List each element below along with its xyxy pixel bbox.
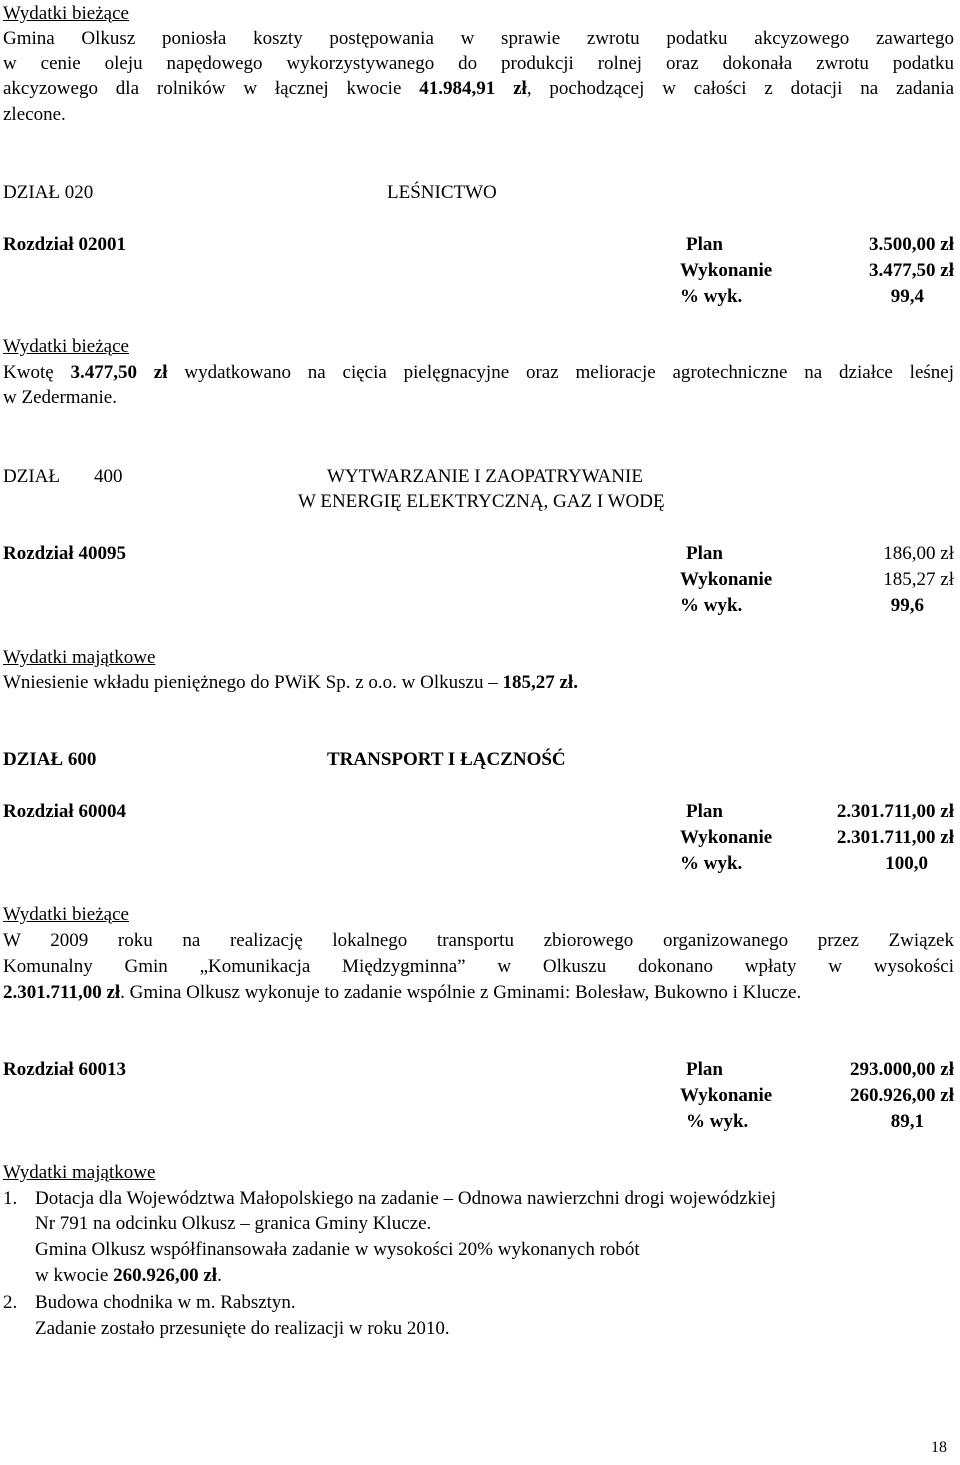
pct-wyk-label: % wyk. bbox=[680, 286, 743, 307]
dzial-label: DZIAŁ bbox=[3, 466, 60, 487]
dzial-label: DZIAŁ 020 bbox=[3, 182, 94, 203]
pct-wyk-label: % wyk. bbox=[680, 595, 743, 616]
paragraph-line: 2.301.711,00 zł. Gmina Olkusz wykonuje to zadanie wspólnie z Gminami: Bolesław, Bukowno i Klucze. bbox=[3, 982, 802, 1003]
wydatki-majatkowe-heading: Wydatki majątkowe bbox=[3, 647, 156, 668]
paragraph-line: w cenie oleju napędowego wykorzystywanego do produkcji rolnej oraz dokonała zwrotu podatku bbox=[3, 53, 954, 74]
paragraph-line: Wniesienie wkładu pieniężnego do PWiK Sp. z o.o. w Olkuszu – 185,27 zł. bbox=[3, 672, 578, 693]
dzial-title: LEŚNICTWO bbox=[387, 182, 497, 203]
pct-wyk-value: 89,1 bbox=[890, 1111, 924, 1132]
list-item-text: Budowa chodnika w m. Rabsztyn. bbox=[35, 1292, 296, 1313]
dzial-number: 400 bbox=[94, 466, 123, 487]
plan-label: Plan bbox=[686, 234, 723, 255]
dzial-title: WYTWARZANIE I ZAOPATRYWANIE bbox=[327, 466, 643, 487]
paragraph-line: Komunalny Gmin „Komunikacja Międzygminna” w Olkuszu dokonano wpłaty w wysokości bbox=[3, 956, 954, 977]
plan-label: Plan bbox=[686, 1059, 723, 1080]
dzial-title: TRANSPORT I ŁĄCZNOŚĆ bbox=[327, 749, 566, 770]
page-number: 18 bbox=[931, 1439, 947, 1456]
wydatki-biezace-heading: Wydatki bieżące bbox=[3, 904, 129, 925]
list-item-text: Nr 791 na odcinku Olkusz – granica Gminy Klucze. bbox=[35, 1213, 432, 1234]
list-item-text: w kwocie 260.926,00 zł. bbox=[35, 1265, 222, 1286]
wykonanie-value: 3.477,50 zł bbox=[869, 260, 954, 281]
dzial-title-line2: W ENERGIĘ ELEKTRYCZNĄ, GAZ I WODĘ bbox=[298, 491, 665, 512]
wykonanie-value: 2.301.711,00 zł bbox=[836, 827, 954, 848]
rozdzial-label: Rozdział 60013 bbox=[3, 1059, 126, 1080]
wykonanie-value: 260.926,00 zł bbox=[850, 1085, 954, 1106]
pct-wyk-label: % wyk. bbox=[680, 853, 743, 874]
list-item-text: Gmina Olkusz współfinansowała zadanie w wysokości 20% wykonanych robót bbox=[35, 1239, 640, 1260]
rozdzial-label: Rozdział 60004 bbox=[3, 801, 126, 822]
paragraph-line: W 2009 roku na realizację lokalnego transportu zbiorowego organizowanego przez Związek bbox=[3, 930, 954, 951]
paragraph-line: w Zedermanie. bbox=[3, 387, 117, 408]
wykonanie-label: Wykonanie bbox=[680, 1085, 773, 1106]
plan-label: Plan bbox=[686, 801, 723, 822]
plan-value: 3.500,00 zł bbox=[869, 234, 954, 255]
list-item-number: 2. bbox=[3, 1292, 18, 1313]
pct-wyk-label: % wyk. bbox=[686, 1111, 749, 1132]
wydatki-biezace-heading: Wydatki bieżące bbox=[3, 3, 129, 24]
plan-label: Plan bbox=[686, 543, 723, 564]
pct-wyk-value: 100,0 bbox=[885, 853, 928, 874]
paragraph-line: Gmina Olkusz poniosła koszty postępowania w sprawie zwrotu podatku akcyzowego zawartego bbox=[3, 28, 954, 49]
pct-wyk-value: 99,4 bbox=[890, 286, 924, 307]
wykonanie-label: Wykonanie bbox=[680, 827, 773, 848]
plan-value: 2.301.711,00 zł bbox=[836, 801, 954, 822]
wykonanie-label: Wykonanie bbox=[680, 260, 773, 281]
rozdzial-label: Rozdział 02001 bbox=[3, 234, 126, 255]
rozdzial-label: Rozdział 40095 bbox=[3, 543, 126, 564]
wydatki-majatkowe-heading: Wydatki majątkowe bbox=[3, 1162, 156, 1183]
list-item-text: Dotacja dla Województwa Małopolskiego na zadanie – Odnowa nawierzchni drogi wojewódzkiej bbox=[35, 1188, 776, 1209]
wydatki-biezace-heading: Wydatki bieżące bbox=[3, 336, 129, 357]
plan-value: 293.000,00 zł bbox=[850, 1059, 954, 1080]
list-item-text: Zadanie zostało przesunięte do realizacji w roku 2010. bbox=[35, 1318, 450, 1339]
dzial-label: DZIAŁ 600 bbox=[3, 749, 97, 770]
paragraph-line: akcyzowego dla rolników w łącznej kwocie 41.984,91 zł, pochodzącej w całości z dotacji na zadania bbox=[3, 78, 954, 99]
paragraph-line: Kwotę 3.477,50 zł wydatkowano na cięcia pielęgnacyjne oraz melioracje agrotechniczne na działce leśnej bbox=[3, 362, 954, 383]
list-item-number: 1. bbox=[3, 1188, 18, 1209]
pct-wyk-value: 99,6 bbox=[890, 595, 924, 616]
wykonanie-value: 185,27 zł bbox=[883, 569, 954, 590]
paragraph-line: zlecone. bbox=[3, 104, 66, 125]
plan-value: 186,00 zł bbox=[883, 543, 954, 564]
wykonanie-label: Wykonanie bbox=[680, 569, 773, 590]
